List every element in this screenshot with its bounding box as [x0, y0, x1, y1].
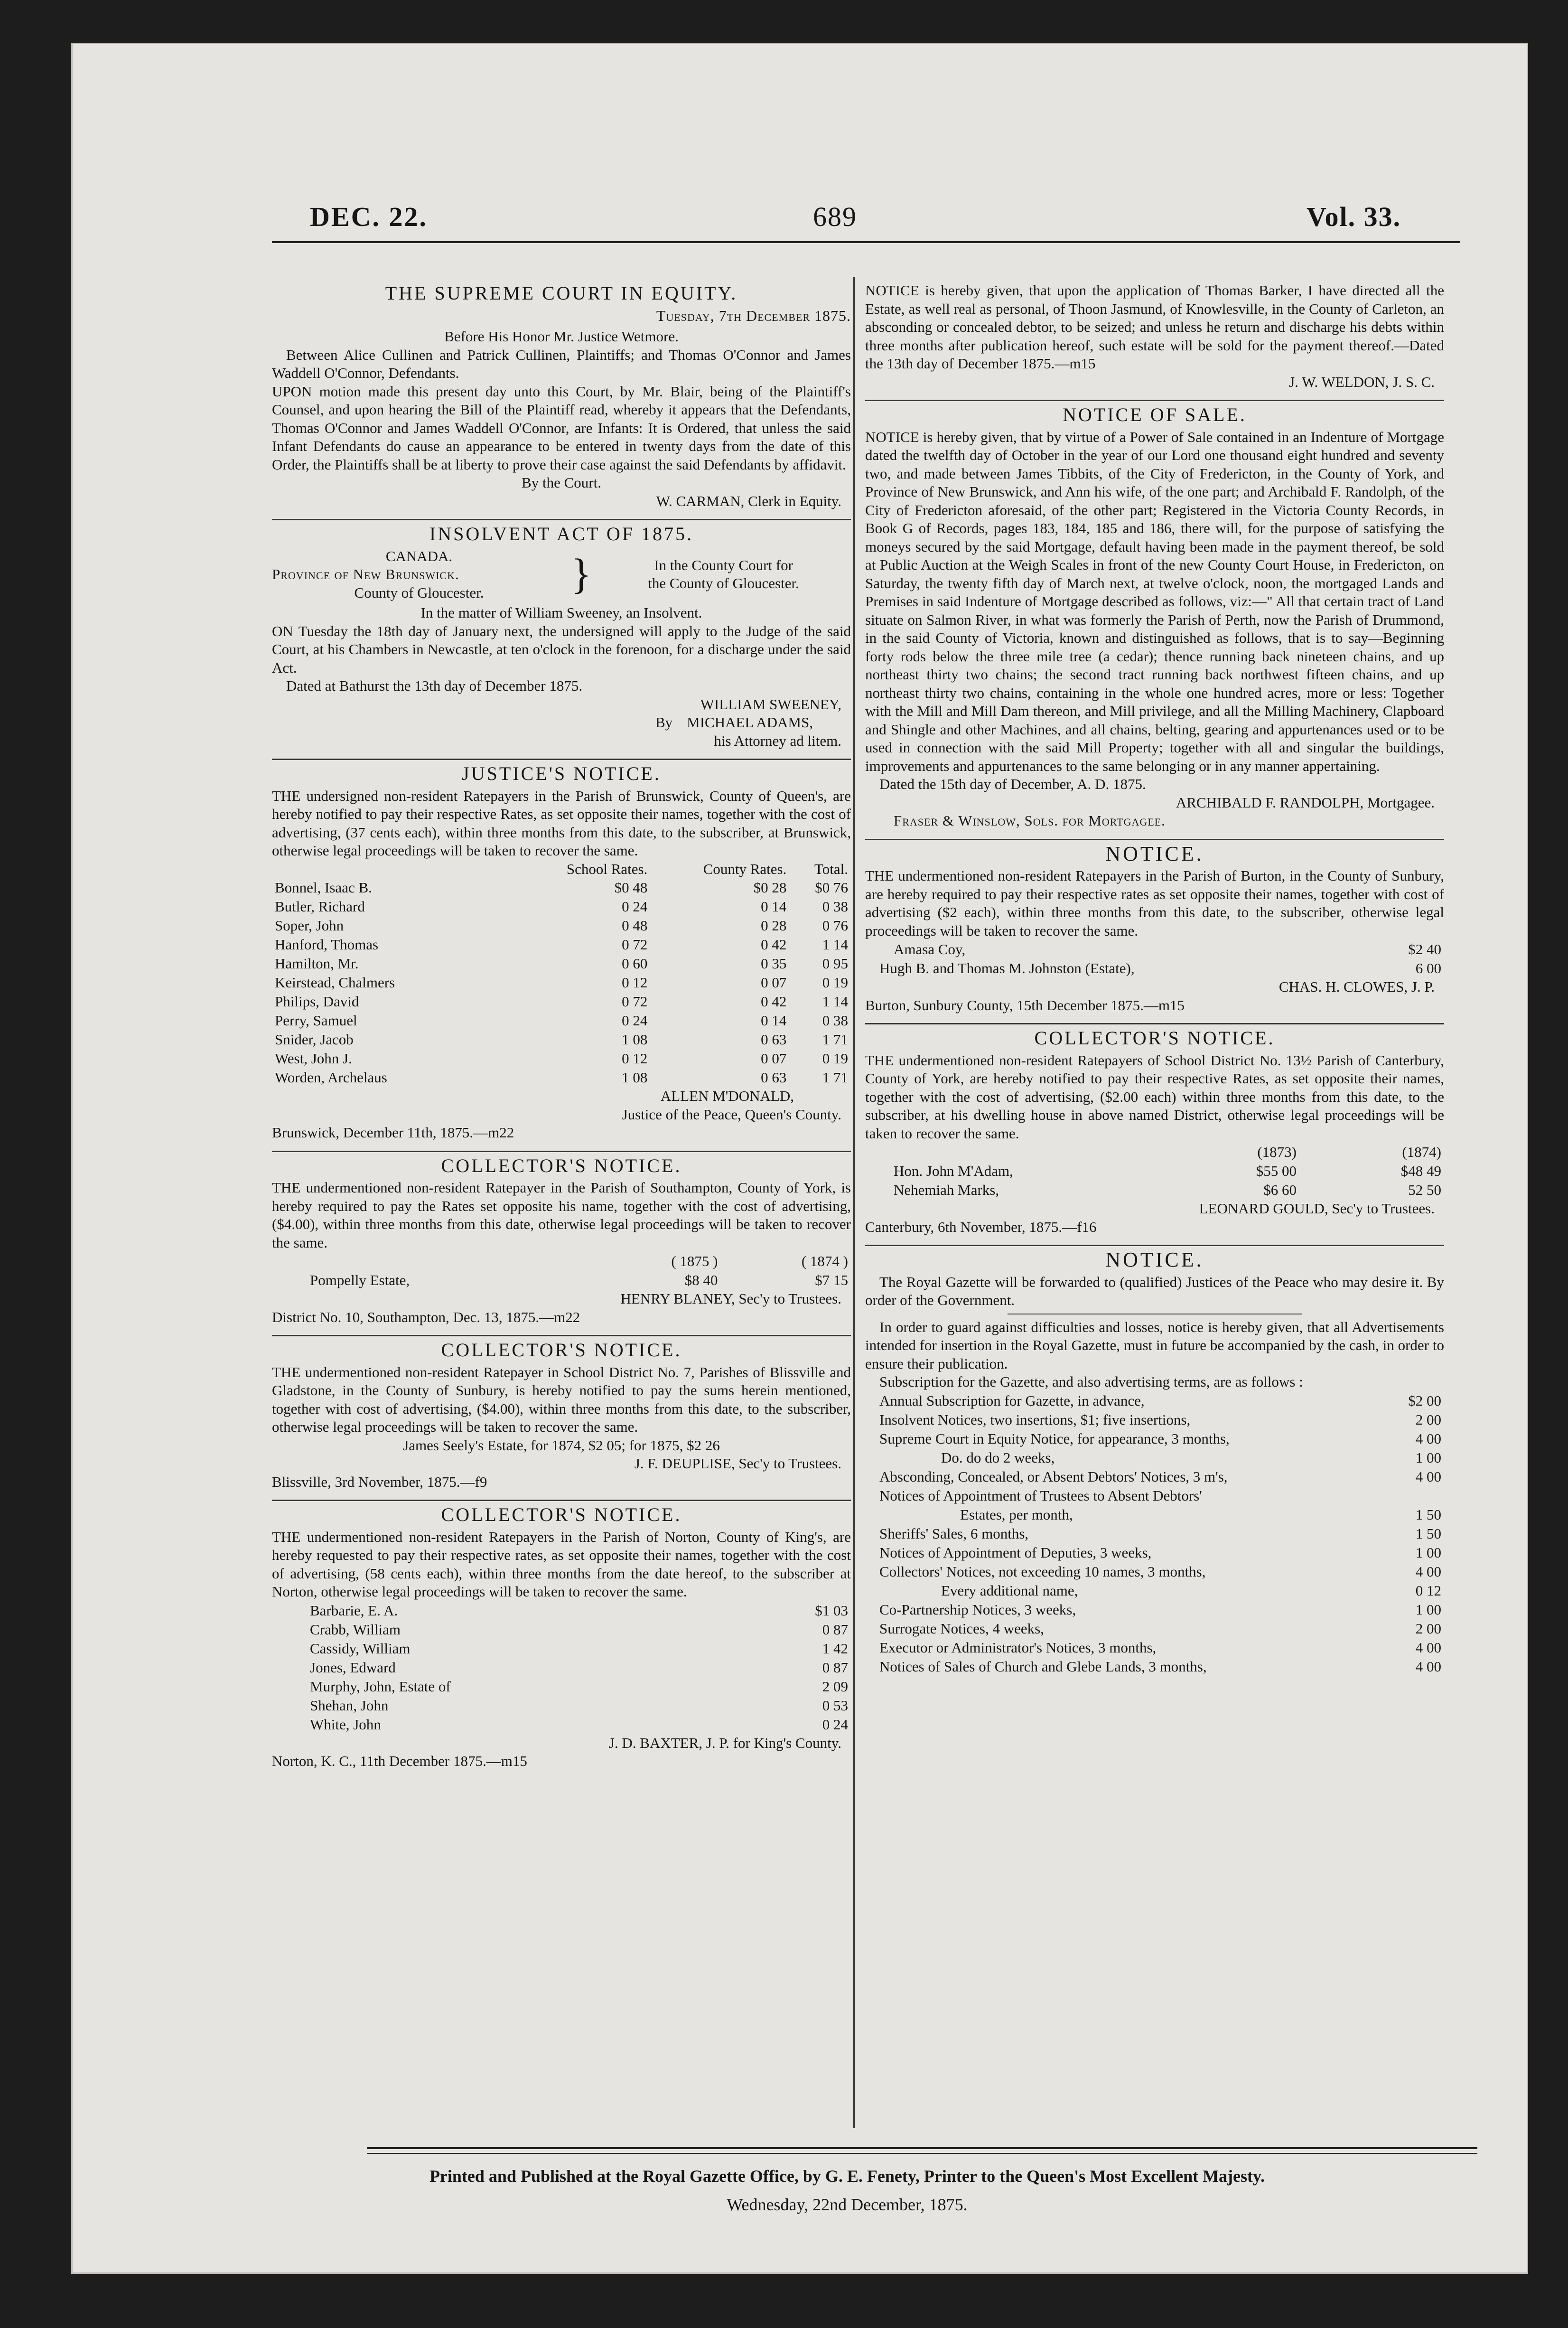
- absconding-debtor-notice: [865, 282, 1444, 391]
- gazette-notice: [865, 1248, 1444, 1676]
- signature-1: ALLEN M'DONALD,: [660, 1088, 794, 1104]
- canada-label: CANADA.: [385, 547, 453, 564]
- notice-body: UPON motion made this present day unto this Court, by Mr. Blair, being of the Plaintiff's Counsel, and upon hearing the Bill of the Plaintiff read, whereby it appears that the Defendants, Thomas O'Connor and James Waddell O'Connor, are Infants: It is Ordered, that unless the said Infant Defendants do cause an appearance to be entered in twenty days from the date of this Order, the Plaintiffs shall be at liberty to prove their case against the said Defendants by affidavit.: [272, 383, 851, 473]
- table-row: Perry, Samuel 0 24 0 14 0 38: [275, 1012, 848, 1029]
- table-row: Annual Subscription for Gazette, in advance, $2 00: [879, 1392, 1441, 1409]
- notice-body: THE undersigned non-resident Ratepayers in the Parish of Brunswick, County of Queen's, are hereby notified to pay their respective Rates, as set opposite their names, together with the cost of advertising, (37 cents each), within three months from this date, to the subscriber, at Brunswick, otherwise legal proceedings will be taken to recover the same.: [272, 787, 851, 859]
- table-header: [865, 1143, 1444, 1162]
- divider: [272, 759, 851, 760]
- notice-dated: Norton, K. C., 11th December 1875.—m15: [272, 1753, 527, 1769]
- year-1874: (1874): [1402, 1144, 1441, 1160]
- collector-notice-norton: [272, 1506, 851, 1771]
- divider: [272, 519, 851, 520]
- signature-3: his Attorney ad litem.: [714, 732, 841, 749]
- signature: LEONARD GOULD, Sec'y to Trustees.: [1199, 1200, 1435, 1217]
- signature: ARCHIBALD F. RANDOLPH, Mortgagee.: [1176, 794, 1435, 811]
- signature: HENRY BLANEY, Sec'y to Trustees.: [620, 1290, 841, 1307]
- insolvent-notice: [272, 525, 851, 750]
- year-1874: ( 1874 ): [801, 1253, 848, 1269]
- notice-date: Tuesday, 7th December 1875.: [656, 307, 851, 324]
- notice-title: NOTICE.: [1105, 842, 1204, 865]
- header-rule: [272, 241, 1460, 243]
- table-row: Barbarie, E. A. $1 03: [310, 1602, 848, 1619]
- collector-notice-southampton: [272, 1157, 851, 1327]
- notice-title: NOTICE OF SALE.: [1063, 404, 1247, 425]
- signature-1: WILLIAM SWEENEY,: [700, 695, 841, 713]
- burton-notice: [865, 842, 1444, 1015]
- notice-title: COLLECTOR'S NOTICE.: [441, 1504, 682, 1525]
- table-row: Nehemiah Marks, $6 60 52 50: [894, 1182, 1441, 1198]
- solicitors: Fraser & Winslow, Sols. for Mortgagee.: [894, 812, 1166, 829]
- court-label: In the County Court for: [654, 556, 793, 573]
- notice-title: INSOLVENT ACT OF 1875.: [429, 523, 694, 544]
- signature: CHAS. H. CLOWES, J. P.: [1279, 978, 1435, 995]
- table-row: Hon. John M'Adam, $55 00 $48 49: [894, 1163, 1441, 1179]
- table-header: [272, 860, 851, 879]
- signature: W. CARMAN, Clerk in Equity.: [656, 492, 841, 509]
- table-row: Do. do do 2 weeks, 1 00: [941, 1449, 1441, 1466]
- notice-title: COLLECTOR'S NOTICE.: [441, 1155, 682, 1176]
- province-label: Province of New Brunswick.: [272, 566, 459, 582]
- justice-notice: [272, 765, 851, 1142]
- divider: [865, 400, 1444, 401]
- year-1873: (1873): [1257, 1144, 1297, 1160]
- notice-body: NOTICE is hereby given, that upon the application of Thomas Barker, I have directed all the Estate, as well real as personal, of Thoon Jasmund, of Knowlesville, in the County of Carleton, an absconding or concealed debtor, to be seized; and unless he return and discharge his debts within three months after publication hereof, such estate will be sold for the payment thereof.—Dated the 13th day of December 1875.—m15: [865, 282, 1444, 372]
- page-number: 689: [813, 201, 857, 232]
- table-row: Sheriffs' Sales, 6 months, 1 50: [879, 1525, 1441, 1542]
- notice-dated: Canterbury, 6th November, 1875.—f16: [865, 1218, 1097, 1235]
- notice-dated: Dated at Bathurst the 13th day of December 1875.: [286, 677, 583, 694]
- notice-body: THE undermentioned non-resident Ratepayers of School District No. 13½ Parish of Canterbury, County of York, are hereby notified to pay their respective Rates, as set opposite their names, together with the cost of advertising, ($2.00 each) within three months from this date, to the subscriber, at his dwelling house in above named District, otherwise legal proceedings will be taken to recover the same.: [865, 1051, 1444, 1142]
- table-row: Soper, John 0 48 0 28 0 76: [275, 917, 848, 934]
- table-row: Hugh B. and Thomas M. Johnston (Estate), 6 00: [879, 960, 1441, 976]
- table-row: Hamilton, Mr. 0 60 0 35 0 95: [275, 955, 848, 972]
- notice-body: THE undermentioned non-resident Ratepayer in the Parish of Southampton, County of York, is hereby required to pay the Rates set opposite his name, together with the cost of advertising, ($4.00), within three months from this date, otherwise legal proceedings will be taken to recover the same.: [272, 1179, 851, 1251]
- notice-dated: Brunswick, December 11th, 1875.—m22: [272, 1124, 514, 1141]
- rates-table: [272, 1252, 851, 1290]
- notice-body: THE undermentioned non-resident Ratepayer in School District No. 7, Parishes of Blissville and Gladstone, in the County of Sunbury, is hereby notified to pay the sums herein mentioned, together with cost of advertising, ($4.00), within three months from this date, to the subscriber, otherwise legal proceedings will be taken to recover the same.: [272, 1363, 851, 1435]
- collector-notice-blissville: [272, 1341, 851, 1491]
- signature: J. D. BAXTER, J. P. for King's County.: [608, 1734, 841, 1751]
- parties: Between Alice Cullinen and Patrick Cullinen, Plaintiffs; and Thomas O'Connor and James Waddell O'Connor, Defendants.: [272, 346, 851, 381]
- rates-table: [272, 860, 851, 1088]
- signature: J. F. DEUPLISE, Sec'y to Trustees.: [634, 1455, 841, 1472]
- by-label: By: [655, 714, 673, 731]
- table-row: Hanford, Thomas 0 72 0 42 1 14: [275, 936, 848, 953]
- table-row: Amasa Coy, $2 40: [894, 941, 1441, 957]
- brace-glyph: }: [571, 551, 592, 598]
- court-county: the County of Gloucester.: [648, 575, 799, 592]
- collector-notice-canterbury: [865, 1029, 1444, 1236]
- gazette-paragraph-2: In order to guard against difficulties and losses, notice is hereby given, that all Advertisements intended for insertion in the Royal Gazette, must in future be accompanied by the cash, in order to ensure their publication.: [865, 1318, 1444, 1372]
- col-total: Total.: [814, 860, 848, 877]
- notice-body: THE undermentioned non-resident Ratepayers in the Parish of Burton, in the County of Sunbury, are hereby required to pay their respective rates as set opposite their names, together with cost of advertising ($2 each), within three months from this date, to the subscriber, otherwise legal proceedings will be taken to recover the same.: [865, 867, 1444, 939]
- table-row: Bonnel, Isaac B. $0 48 $0 28 $0 76: [275, 879, 848, 896]
- issue-date: DEC. 22.: [310, 201, 428, 232]
- table-row: Estates, per month, 1 50: [960, 1506, 1441, 1523]
- court-block: [272, 547, 851, 602]
- table-row: Murphy, John, Estate of 2 09: [310, 1678, 848, 1695]
- notice-title: JUSTICE'S NOTICE.: [462, 763, 661, 784]
- notice-dated: Blissville, 3rd November, 1875.—f9: [272, 1473, 487, 1490]
- gazette-paragraph-1: The Royal Gazette will be forwarded to (qualified) Justices of the Peace who may desire it. By order of the Government.: [865, 1273, 1444, 1308]
- table-row: Cassidy, William 1 42: [310, 1640, 848, 1657]
- table-row: Worden, Archelaus 1 08 0 63 1 71: [275, 1069, 848, 1086]
- table-row: Insolvent Notices, two insertions, $1; five insertions, 2 00: [879, 1411, 1441, 1428]
- table-row: White, John 0 24: [310, 1716, 848, 1733]
- divider: [272, 1500, 851, 1501]
- before-judge: Before His Honor Mr. Justice Wetmore.: [444, 328, 679, 345]
- left-column: [272, 282, 851, 2138]
- newspaper-page: [71, 43, 1528, 2274]
- insolvent-matter: In the matter of William Sweeney, an Insolvent.: [420, 604, 702, 621]
- divider: [865, 839, 1444, 840]
- divider: [272, 1335, 851, 1336]
- gazette-paragraph-3: Subscription for the Gazette, and also advertising terms, are as follows :: [879, 1373, 1303, 1390]
- rates-table: [272, 1601, 851, 1734]
- right-column: [865, 282, 1444, 2138]
- col-county: County Rates.: [703, 860, 787, 877]
- notice-dated: Burton, Sunbury County, 15th December 1875.—m15: [865, 996, 1185, 1014]
- rates-table: [865, 940, 1444, 978]
- table-row: Absconding, Concealed, or Absent Debtors' Notices, 3 m's, 4 00: [879, 1468, 1441, 1485]
- signature-2: Justice of the Peace, Queen's County.: [622, 1106, 841, 1123]
- county-label: County of Gloucester.: [354, 584, 484, 601]
- signature: J. W. WELDON, J. S. C.: [1289, 373, 1435, 390]
- notice-title: COLLECTOR'S NOTICE.: [1034, 1027, 1275, 1049]
- table-row: Executor or Administrator's Notices, 3 months, 4 00: [879, 1639, 1441, 1656]
- divider: [865, 1023, 1444, 1024]
- year-1875: ( 1875 ): [671, 1253, 718, 1269]
- column-divider: [853, 277, 855, 2128]
- page-header: [73, 201, 1527, 267]
- printer-imprint: Printed and Published at the Royal Gazette Office, by G. E. Fenety, Printer to the Queen's Most Excellent Majesty.: [429, 2167, 1265, 2186]
- advertising-rates-table: [865, 1391, 1444, 1676]
- table-row: Notices of Appointment of Deputies, 3 weeks, 1 00: [879, 1544, 1441, 1561]
- table-header: [272, 1252, 851, 1271]
- table-row: West, John J. 0 12 0 07 0 19: [275, 1050, 848, 1067]
- table-row: Shehan, John 0 53: [310, 1697, 848, 1714]
- table-row: Supreme Court in Equity Notice, for appearance, 3 months, 4 00: [879, 1430, 1441, 1447]
- notice-body: ON Tuesday the 18th day of January next, the undersigned will apply to the Judge of the said Court, at his Chambers in Newcastle, at ten o'clock in the forenoon, for a discharge under the said Act.: [272, 622, 851, 676]
- notice-dated: Dated the 15th day of December, A. D. 1875.: [879, 776, 1146, 792]
- by-the-court: By the Court.: [522, 474, 601, 491]
- footer-rule: [367, 2147, 1477, 2149]
- table-row: Every additional name, 0 12: [941, 1582, 1441, 1599]
- table-row: Collectors' Notices, not exceeding 10 names, 3 months, 4 00: [879, 1563, 1441, 1580]
- footer-rule: [367, 2153, 1477, 2154]
- table-row: Notices of Sales of Church and Glebe Lands, 3 months, 4 00: [879, 1658, 1441, 1675]
- table-row: Notices of Appointment of Trustees to Absent Debtors': [879, 1487, 1202, 1504]
- notice-title: COLLECTOR'S NOTICE.: [441, 1339, 682, 1361]
- table-row: Co-Partnership Notices, 3 weeks, 1 00: [879, 1601, 1441, 1618]
- notice-body: NOTICE is hereby given, that by virtue of a Power of Sale contained in an Indenture of Mortgage dated the twelfth day of October in the year of our Lord one thousand eight hundred and seventy two, and made between James Tibbits, of the City of Fredericton, in the County of York, and Province of New Brunswick, and Ann his wife, of the one part; and Archibald F. Randolph, of the City of Fredericton aforesaid, of the other part; Registered in the Victoria County Records, in Book G of Records, pages 183, 184, 185 and 186, there will, for the purpose of satisfying the moneys secured by the said Mortgage, default having been made in the payment thereof, be sold at Public Auction at the Weigh Scales in front of the new County Court House, in Fredericton, on Saturday, the twenty fifth day of March next, at twelve o'clock, noon, the mortgaged Lands and Premises in said Indenture of Mortgage described as follows, viz:—" All that certain tract of Land situate on Salmon River, in what was formerly the Parish of Perth, now the Parish of Drummond, in the said County of Victoria, known and distinguished as follows, that is to say—Beginning forty rods below the three mile tree (a cedar); thence running back nineteen chains, and up northeast thirty two chains; the second tract running back northwest fifteen chains, and up northeast thirty two chains, containing in the whole one hundred acres, more or less: Together with the Mill and Mill Dam thereon, and Mill privilege, and all the Milling Machinery, Clapboard and Shingle and other Machines, and all chains, belting, gearing and appurtenances used or to be used in connection with the said Mill Property; together with all and singular the buildings, improvements and appurtenances to the same belonging or in any manner appertaining.: [865, 428, 1444, 774]
- table-row: Philips, David 0 72 0 42 1 14: [275, 993, 848, 1010]
- divider: [865, 1245, 1444, 1246]
- table-row: Crabb, William 0 87: [310, 1621, 848, 1638]
- table-row: Surrogate Notices, 4 weeks, 2 00: [879, 1620, 1441, 1637]
- table-row: Pompelly Estate, $8 40 $7 15: [310, 1272, 848, 1288]
- rates-table: [865, 1143, 1444, 1200]
- table-row: Snider, Jacob 1 08 0 63 1 71: [275, 1031, 848, 1048]
- notice-body: THE undermentioned non-resident Ratepayers in the Parish of Norton, County of King's, are hereby requested to pay their respective rates, as set opposite their names, together with the cost of advertising, (58 cents each), within three months from the date hereof, to the subscriber at Norton, otherwise legal proceedings will be taken to recover the same.: [272, 1528, 851, 1600]
- divider: [272, 1151, 851, 1152]
- table-row: Butler, Richard 0 24 0 14 0 38: [275, 898, 848, 915]
- signature-2: MICHAEL ADAMS,: [687, 714, 813, 731]
- notice-title: THE SUPREME COURT IN EQUITY.: [385, 282, 738, 304]
- col-school: School Rates.: [566, 860, 648, 877]
- notice-title: NOTICE.: [1105, 1248, 1204, 1271]
- publication-date: Wednesday, 22nd December, 1875.: [727, 2195, 968, 2214]
- supreme-court-notice: [272, 284, 851, 510]
- notice-of-sale: [865, 406, 1444, 830]
- table-row: Jones, Edward 0 87: [310, 1659, 848, 1676]
- table-row: Keirstead, Chalmers 0 12 0 07 0 19: [275, 974, 848, 991]
- estate-line: James Seely's Estate, for 1874, $2 05; for 1875, $2 26: [403, 1436, 720, 1454]
- notice-dated: District No. 10, Southampton, Dec. 13, 1875.—m22: [272, 1308, 580, 1325]
- volume-number: Vol. 33.: [1307, 201, 1401, 232]
